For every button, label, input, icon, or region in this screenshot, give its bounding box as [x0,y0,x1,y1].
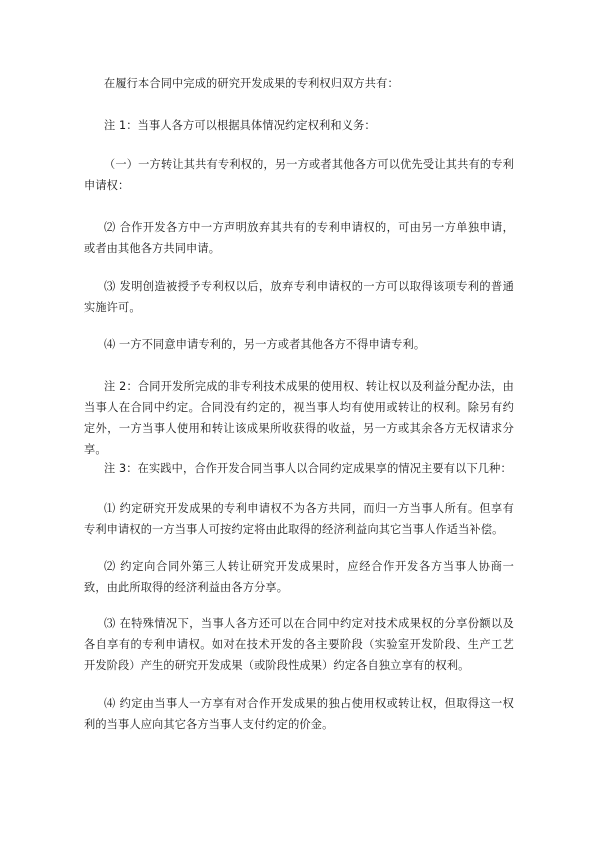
paragraph-10: ⑵ 约定向合同外第三人转让研究开发成果时，应经合作开发各方当事人协商一致，由此所取得的经济利益由各方分享。 [84,560,514,594]
paragraph-6: ⑷ 一方不同意申请专利的，另一方或者其他各方不得申请专利。 [104,338,426,351]
paragraph-11: ⑶ 在特殊情况下，当事人各方还可以在合同中约定对技术成果权的分享份额以及各自享有的专利申请权。如对在技术开发的各主要阶段（实验室开发阶段、生产工艺开发阶段）产生的研究开发成果（或阶段性成果）约定各自独立享有的权利。 [84,617,514,672]
paragraph-5: ⑶ 发明创造被授予专利权以后，放弃专利申请权的一方可以取得该项专利的普通实施许可。 [84,280,514,314]
paragraph-4: ⑵ 合作开发各方中一方声明放弃其共有的专利申请权的，可由另一方单独申请，或者由其他各方共同申请。 [84,221,514,255]
paragraph-12: ⑷ 约定由当事人一方享有对合作开发成果的独占使用权或转让权，但取得这一权利的当事人应向其它各方当事人支付约定的价金。 [84,697,514,731]
paragraph-7: 注 2：合同开发所完成的非专利技术成果的使用权、转让权以及利益分配办法，由当事人在合同中约定。合同没有约定的，视当事人均有使用或转让的权利。除另有约定外，一方当事人使用和转让该成果所收获得的收益，另一方或其余各方无权请求分享。 [84,380,514,456]
paragraph-3: （一）一方转让其共有专利权的，另一方或者其他各方可以优先受让其共有的专利申请权： [84,158,514,192]
paragraph-8: 注 3：在实践中，合作开发合同当事人以合同约定成果享的情况主要有以下几种： [104,462,512,475]
paragraph-1: 在履行本合同中完成的研究开发成果的专利权归双方共有： [104,77,399,90]
paragraph-2: 注 1：当事人各方可以根据具体情况约定权利和义务： [104,119,376,132]
paragraph-9: ⑴ 约定研究开发成果的专利申请权不为各方共同，而归一方当事人所有。但享有专利申请权的一方当事人可按约定将由此取得的经济利益向其它当事人作适当补偿。 [84,502,514,536]
